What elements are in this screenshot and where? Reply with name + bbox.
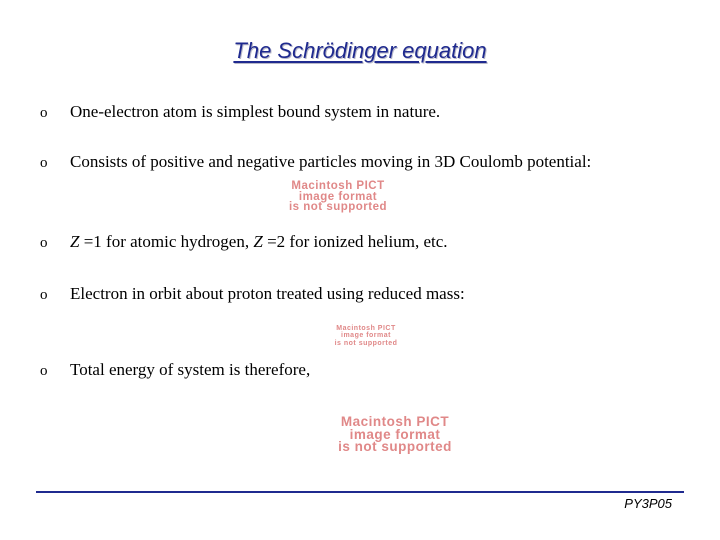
- bullet-text: Consists of positive and negative particles moving in 3D Coulomb potential:: [70, 152, 592, 171]
- pict-placeholder-line: image format: [298, 190, 378, 203]
- pict-placeholder-reduced-mass: [325, 324, 407, 348]
- bullet-item: [40, 102, 440, 122]
- bullet-marker: o: [40, 105, 48, 121]
- pict-placeholder-line: is not supported: [288, 201, 388, 214]
- bullet-marker: o: [40, 155, 48, 171]
- bullet-text: Electron in orbit about proton treated using reduced mass:: [70, 284, 465, 303]
- pict-placeholder-line: is not supported: [334, 339, 398, 347]
- footer-rule: [36, 491, 684, 493]
- bullet-marker: o: [40, 235, 48, 251]
- pict-placeholder-line: Macintosh PICT: [291, 179, 385, 192]
- pict-placeholder-line: is not supported: [338, 439, 452, 455]
- bullet-item: [40, 232, 448, 252]
- bullet-marker: o: [40, 287, 48, 303]
- bullet-item: [40, 152, 591, 172]
- bullet-text: Total energy of system is therefore,: [70, 360, 311, 379]
- bullet-item: [40, 360, 310, 380]
- pict-placeholder-line: image format: [349, 426, 441, 442]
- bullet-text: One-electron atom is simplest bound system in nature.: [70, 102, 441, 121]
- footer-course-code: PY3P05: [624, 496, 672, 511]
- bullet-text: Z =1 for atomic hydrogen, Z =2 for ionized helium, etc.: [70, 232, 448, 251]
- slide-title: The Schrödinger equation: [233, 38, 487, 63]
- z-symbol: Z: [70, 232, 80, 251]
- pict-placeholder-total-energy: [283, 413, 507, 455]
- bullet-marker: o: [40, 363, 48, 379]
- pict-placeholder-coulomb-equation: [218, 179, 458, 214]
- pict-placeholder-line: Macintosh PICT: [336, 324, 396, 332]
- pict-placeholder-line: Macintosh PICT: [340, 413, 450, 429]
- pict-placeholder-line: image format: [341, 332, 391, 340]
- bullet-item: [40, 284, 465, 304]
- z-symbol: Z: [253, 232, 263, 251]
